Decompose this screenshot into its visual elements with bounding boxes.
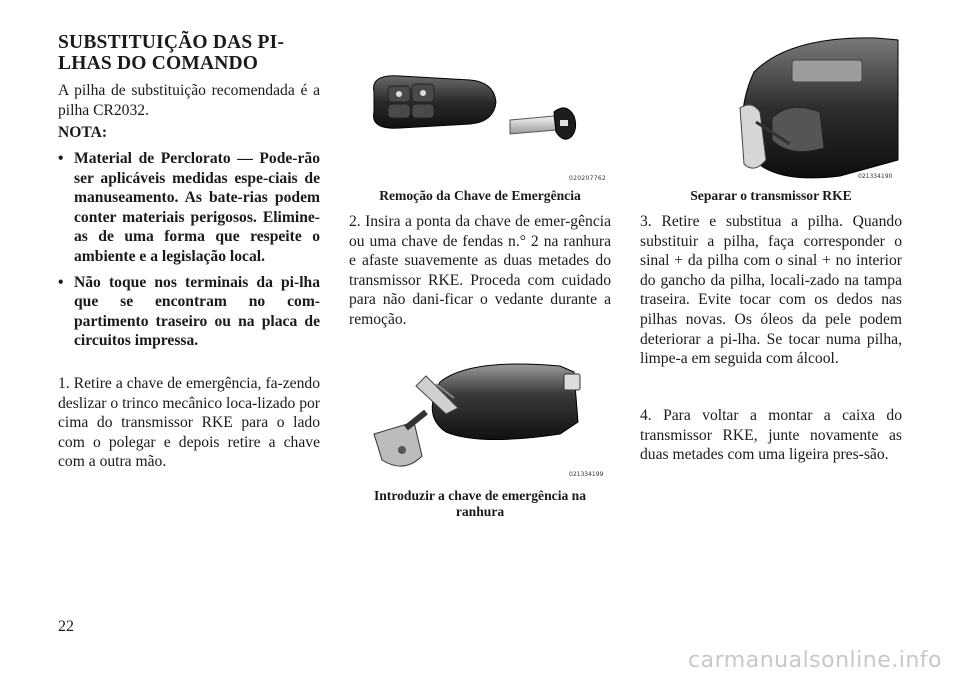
step-3-paragraph: 3. Retire e substitua a pilha. Quando substituir a pilha, faça corresponder o sinal + da pilha com o sinal + no interior do gancho da pilha, locali-zado na tampa traseira. Evite tocar com os dedos nas pilhas novas. Os óleos da pele podem deteriorar a pi-lha. Se tocar numa pilha, limpe-a em seguida com álcool.: [640, 213, 902, 368]
figure-caption: Separar o transmissor RKE: [690, 188, 852, 203]
step-2-paragraph: 2. Insira a ponta da chave de emer-gência ou uma chave de fendas n.° 2 na ranhura e afaste suavemente as duas metades do transmissor RKE. Proceda com cuidado para não dani-ficar o vedante durante a remoção.: [349, 213, 611, 328]
figure-code: 020207762: [569, 175, 607, 182]
warning-item: [58, 273, 320, 351]
figure-key-removal: [360, 72, 612, 184]
intro-paragraph: A pilha de substituição recomendada é a pilha CR2032.: [58, 82, 320, 119]
bullet-dot: •: [58, 273, 64, 291]
key-fob-illustration: [360, 72, 612, 184]
warning-text: Material de Perclorato — Pode-rão ser aplicáveis medidas espe-ciais de manuseamento. As bate-rias podem conter materiais perigosos. Elimine-as de uma forma que respeite o ambiente e a legislação local.: [74, 150, 320, 265]
title-line-1: SUBSTITUIÇÃO DAS PI-: [58, 32, 285, 53]
step-1-paragraph: 1. Retire a chave de emergência, fa-zendo deslizar o trinco mecânico loca-lizado por cima do transmissor RKE para o lado com o polegar e depois retire a chave com a outra mão.: [58, 375, 320, 471]
section-title: [58, 32, 320, 74]
open-transmitter-illustration: [640, 36, 902, 186]
page-number: 22: [58, 618, 74, 635]
step-4-paragraph: 4. Para voltar a montar a caixa do transmissor RKE, junte novamente as duas metades com uma ligeira pres-são.: [640, 407, 902, 464]
figure-caption: Remoção da Chave de Emergência: [379, 188, 581, 203]
bullet-dot: •: [58, 150, 64, 167]
figure-caption: Introduzir a chave de emergência na ranhura: [373, 488, 587, 519]
title-line-2: LHAS DO COMANDO: [58, 53, 259, 74]
fob-with-key-illustration: [360, 352, 612, 480]
warning-text: Não toque nos terminais da pi-lha que se encontram no com-partimento traseiro ou na placa de circuitos impressa.: [74, 273, 320, 350]
figure-code: 021334190: [858, 173, 893, 180]
figure-separate-transmitter: [640, 36, 902, 186]
nota-label: NOTA:: [58, 124, 108, 141]
figure-code: 021334199: [569, 471, 604, 478]
warning-list: [58, 149, 320, 357]
figure-key-insertion: [360, 352, 612, 480]
watermark: carmanualsonline.info: [688, 648, 942, 673]
warning-item: [58, 149, 320, 267]
